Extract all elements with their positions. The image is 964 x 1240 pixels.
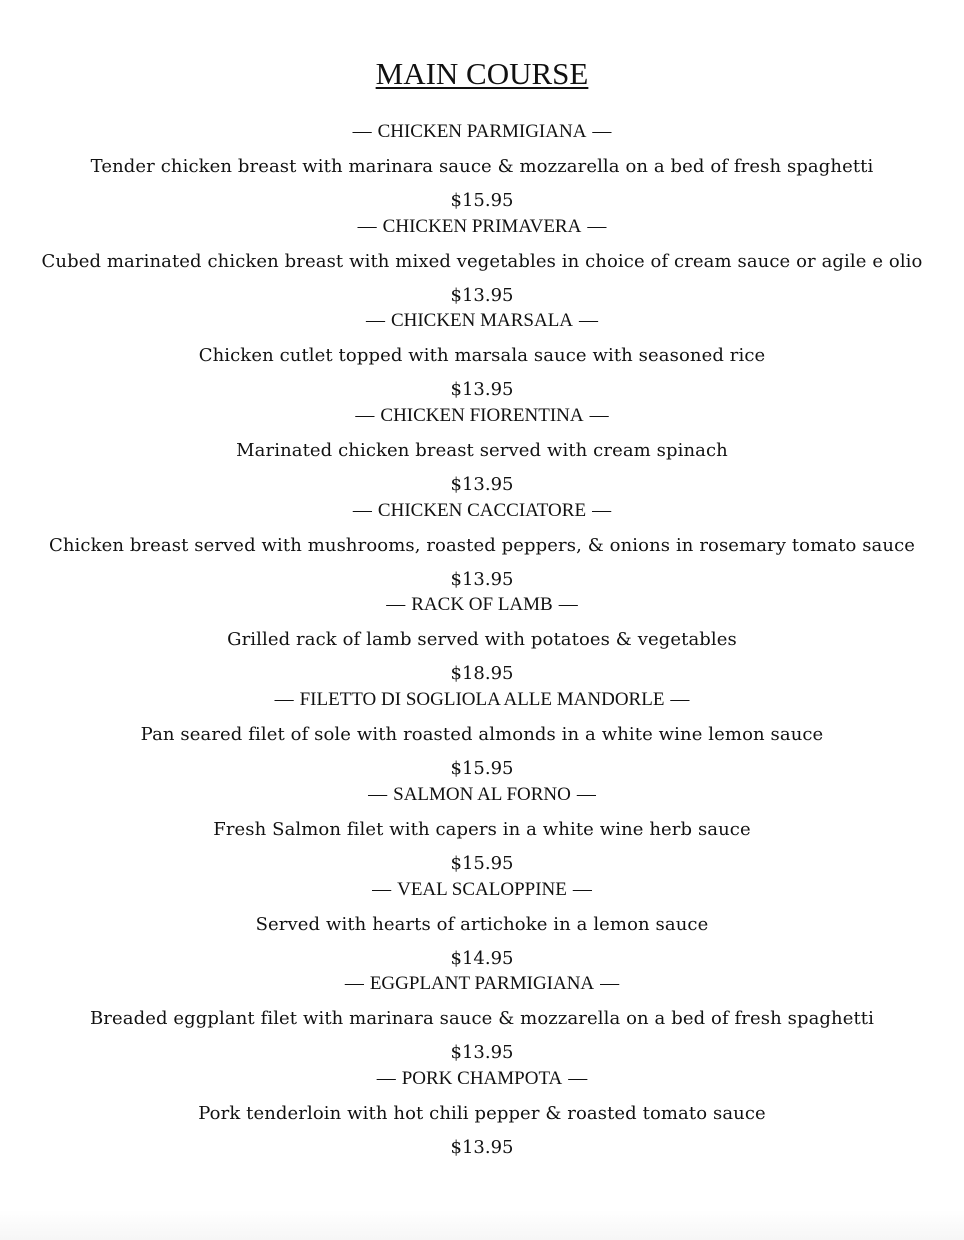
- menu-item: [0, 214, 964, 309]
- dash-right: —: [670, 689, 690, 711]
- page-title: MAIN COURSE: [375, 56, 589, 91]
- item-description: Cubed marinated chicken breast with mixed vegetables in choice of cream sauce or agile e olio: [41, 250, 923, 272]
- menu-item: [0, 687, 964, 782]
- item-name: [0, 592, 964, 618]
- item-name-text: SALMON AL FORNO: [393, 783, 571, 805]
- dash-left: —: [274, 689, 294, 711]
- item-description: Grilled rack of lamb served with potatoes & vegetables: [227, 629, 737, 651]
- dash-right: —: [568, 1067, 588, 1089]
- item-name: [0, 308, 964, 334]
- item-price: $13.95: [450, 1136, 514, 1158]
- dash-left: —: [376, 1067, 396, 1089]
- dash-right: —: [576, 783, 596, 805]
- item-name-text: CHICKEN PRIMAVERA: [382, 215, 582, 237]
- item-name-text: VEAL SCALOPPINE: [397, 878, 567, 900]
- item-name-text: CHICKEN FIORENTINA: [380, 405, 584, 427]
- item-name-text: CHICKEN PARMIGIANA: [377, 121, 587, 142]
- item-name-text: FILETTO DI SOGLIOLA ALLE MANDORLE: [299, 689, 665, 711]
- dash-left: —: [355, 405, 375, 427]
- dash-right: —: [589, 405, 609, 427]
- item-description: Fresh Salmon filet with capers in a white wine herb sauce: [213, 818, 751, 840]
- item-price: $15.95: [450, 758, 514, 780]
- menu-item: [0, 403, 964, 498]
- item-description: Tender chicken breast with marinara sauce & mozzarella on a bed of fresh spaghetti: [90, 156, 874, 177]
- item-name-text: CHICKEN CACCIATORE: [377, 499, 587, 521]
- item-description: Chicken breast served with mushrooms, roasted peppers, & onions in rosemary tomato sauce: [48, 534, 916, 556]
- dash-right: —: [587, 215, 607, 237]
- item-name: [0, 498, 964, 524]
- dash-left: —: [344, 973, 364, 995]
- dash-right: —: [558, 594, 578, 616]
- menu-item: [0, 971, 964, 1066]
- dash-right: —: [579, 310, 599, 332]
- item-description: Pan seared filet of sole with roasted almonds in a white wine lemon sauce: [140, 724, 824, 746]
- page-bottom-edge: [0, 1210, 964, 1240]
- menu-item: [0, 498, 964, 593]
- item-price: $13.95: [450, 379, 514, 401]
- item-name: [0, 119, 964, 145]
- dash-left: —: [386, 594, 406, 616]
- dash-left: —: [352, 499, 372, 521]
- menu-item: [0, 1066, 964, 1161]
- item-name: [0, 403, 964, 429]
- item-name-text: EGGPLANT PARMIGIANA: [369, 973, 595, 995]
- dash-left: —: [357, 215, 377, 237]
- menu-item: [0, 119, 964, 214]
- dash-left: —: [365, 310, 385, 332]
- dash-left: —: [352, 121, 372, 142]
- item-name-text: PORK CHAMPOTA: [401, 1067, 563, 1089]
- dash-right: —: [592, 121, 612, 142]
- item-description: Pork tenderloin with hot chili pepper & roasted tomato sauce: [198, 1102, 766, 1124]
- item-description: Marinated chicken breast served with cream spinach: [236, 440, 728, 462]
- item-description: Breaded eggplant filet with marinara sauce & mozzarella on a bed of fresh spaghetti: [89, 1008, 874, 1030]
- menu-item: [0, 782, 964, 877]
- item-price: $13.95: [450, 284, 514, 306]
- menu-item: [0, 877, 964, 972]
- item-name: [0, 214, 964, 240]
- item-name: [0, 971, 964, 997]
- dash-right: —: [600, 973, 620, 995]
- item-price: $13.95: [450, 474, 514, 496]
- item-name: [0, 1066, 964, 1092]
- item-description: Served with hearts of artichoke in a lemon sauce: [255, 913, 709, 935]
- item-name: [0, 877, 964, 903]
- dash-left: —: [372, 878, 392, 900]
- item-name-text: RACK OF LAMB: [411, 594, 553, 616]
- item-name: [0, 782, 964, 808]
- item-price: $15.95: [450, 852, 514, 874]
- item-name-text: CHICKEN MARSALA: [390, 310, 574, 332]
- item-price: $14.95: [450, 947, 514, 969]
- dash-left: —: [368, 783, 388, 805]
- item-price: $13.95: [450, 1042, 514, 1064]
- item-price: $13.95: [450, 568, 514, 590]
- dash-right: —: [572, 878, 592, 900]
- menu-item: [0, 308, 964, 403]
- dash-right: —: [592, 499, 612, 521]
- item-price: $18.95: [450, 663, 514, 685]
- item-name: [0, 687, 964, 713]
- item-price: $15.95: [450, 190, 514, 211]
- menu-list: [0, 119, 964, 1161]
- menu-item: [0, 592, 964, 687]
- item-description: Chicken cutlet topped with marsala sauce with seasoned rice: [198, 345, 766, 367]
